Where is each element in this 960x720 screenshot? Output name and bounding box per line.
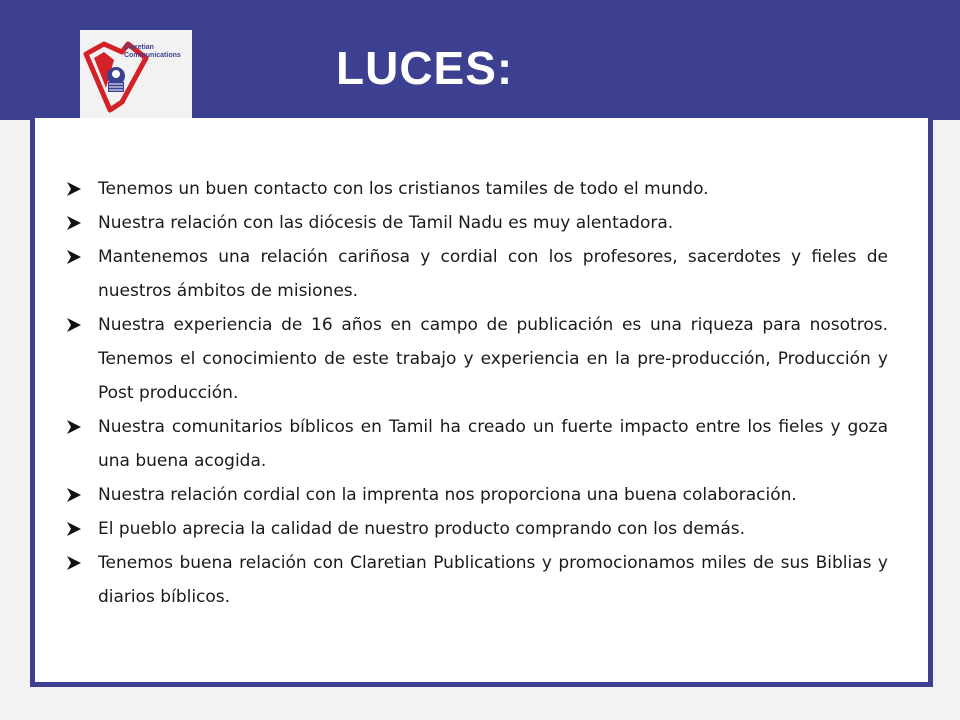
logo-line-1: Claretian (124, 44, 154, 51)
arrow-bullet-icon (66, 419, 82, 435)
logo (80, 30, 192, 120)
bullet-text: El pueblo aprecia la calidad de nuestro producto comprando con los demás. (98, 519, 746, 539)
bullet-text: Tenemos un buen contacto con los cristianos tamiles de todo el mundo. (98, 179, 709, 199)
arrow-bullet-icon (66, 317, 82, 333)
list-item (66, 172, 888, 206)
arrow-bullet-icon (66, 249, 82, 265)
list-item (66, 546, 888, 614)
list-item (66, 206, 888, 240)
arrow-bullet-icon (66, 181, 82, 197)
arrow-bullet-icon (66, 555, 82, 571)
list-item (66, 308, 888, 410)
bullet-text: Nuestra relación cordial con la imprenta nos proporciona una buena colaboración. (98, 485, 797, 505)
header-bar (0, 0, 960, 120)
page-title: LUCES: (336, 42, 514, 94)
arrow-bullet-icon (66, 215, 82, 231)
logo-text (124, 44, 190, 60)
list-item (66, 410, 888, 478)
arrow-bullet-icon (66, 487, 82, 503)
bullet-text: Nuestra comunitarios bíblicos en Tamil ha creado un fuerte impacto entre los fieles y goza una buena acogida. (98, 417, 888, 471)
bullet-text: Mantenemos una relación cariñosa y cordial con los profesores, sacerdotes y fieles de nuestros ámbitos de misiones. (98, 247, 888, 301)
logo-line-2: Communications (124, 52, 181, 59)
list-item (66, 478, 888, 512)
bullet-text: Tenemos buena relación con Claretian Publications y promocionamos miles de sus Biblias y diarios bíblicos. (98, 553, 888, 607)
list-item (66, 512, 888, 546)
arrow-bullet-icon (66, 521, 82, 537)
list-item (66, 240, 888, 308)
bullet-text: Nuestra experiencia de 16 años en campo de publicación es una riqueza para nosotros. Tenemos el conocimiento de este trabajo y experiencia en la pre-producción, Producción y Post producción. (98, 315, 888, 403)
bullet-list (66, 172, 888, 614)
bullet-text: Nuestra relación con las diócesis de Tamil Nadu es muy alentadora. (98, 213, 674, 233)
